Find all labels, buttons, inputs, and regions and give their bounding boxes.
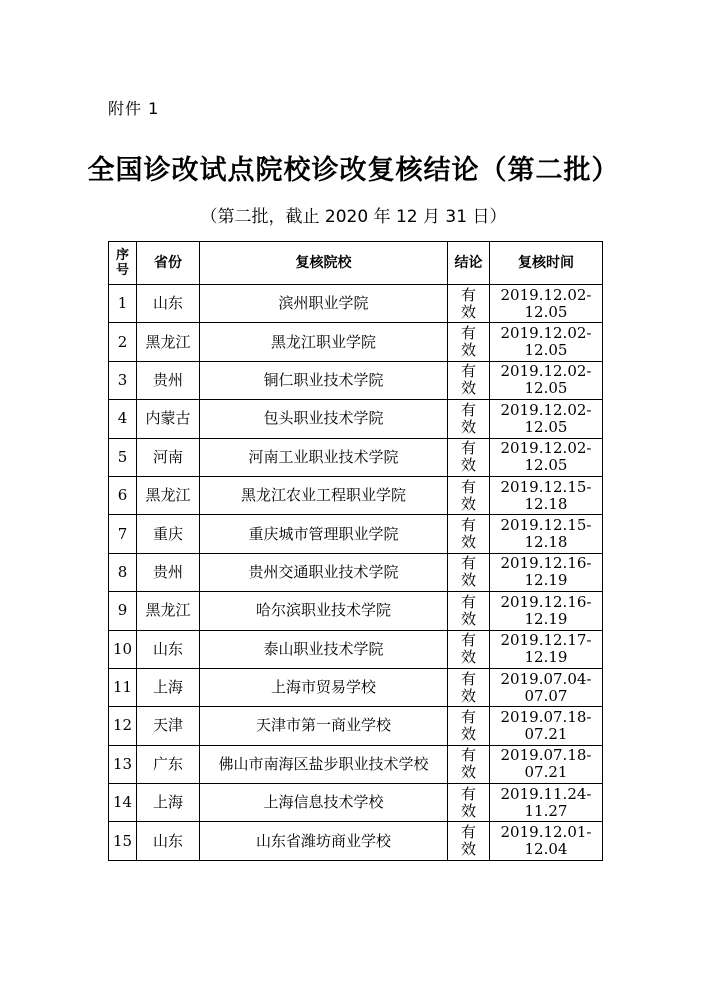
- column-header-seq-line2: 号: [115, 263, 129, 278]
- cell-time-end: 12.05: [524, 341, 568, 360]
- cell-time-end: 12.05: [524, 302, 568, 321]
- cell-conclusion-line2: 效: [460, 533, 476, 552]
- column-header-province: 省份: [137, 242, 200, 285]
- cell-conclusion: [448, 707, 490, 745]
- table-row: [109, 438, 603, 476]
- table-row: [109, 707, 603, 745]
- cell-school: 河南工业职业技术学院: [200, 438, 448, 476]
- cell-time-end: 12.19: [524, 571, 568, 590]
- table-body: [109, 285, 603, 861]
- cell-province: 上海: [137, 668, 200, 706]
- cell-seq: 13: [109, 745, 137, 783]
- cell-school: 重庆城市管理职业学院: [200, 515, 448, 553]
- cell-time-end: 12.05: [524, 456, 568, 475]
- cell-province: 重庆: [137, 515, 200, 553]
- cell-time-end: 07.07: [524, 686, 568, 705]
- cell-school: 哈尔滨职业技术学院: [200, 592, 448, 630]
- cell-review-time: [490, 476, 603, 514]
- cell-conclusion-line1: 有: [460, 784, 476, 803]
- cell-school: 佛山市南海区盐步职业技术学校: [200, 745, 448, 783]
- cell-review-time: [490, 400, 603, 438]
- cell-province: 贵州: [137, 361, 200, 399]
- cell-conclusion: [448, 361, 490, 399]
- cell-time-end: 07.21: [524, 763, 568, 782]
- cell-conclusion-line1: 有: [460, 477, 476, 496]
- column-header-seq-line1: 序: [115, 248, 129, 263]
- cell-conclusion: [448, 592, 490, 630]
- cell-conclusion-line1: 有: [460, 516, 476, 535]
- table-row: [109, 400, 603, 438]
- cell-time-end: 12.05: [524, 417, 568, 436]
- cell-conclusion: [448, 784, 490, 822]
- cell-conclusion: [448, 323, 490, 361]
- cell-time-start: 2019.12.02-: [500, 324, 592, 343]
- cell-province: 河南: [137, 438, 200, 476]
- cell-time-end: 12.04: [524, 840, 568, 859]
- table-row: [109, 592, 603, 630]
- cell-conclusion-line1: 有: [460, 669, 476, 688]
- cell-seq: 15: [109, 822, 137, 860]
- cell-review-time: [490, 438, 603, 476]
- cell-time-end: 12.18: [524, 494, 568, 513]
- table-header-row: [109, 242, 603, 285]
- cell-review-time: [490, 515, 603, 553]
- cell-conclusion: [448, 822, 490, 860]
- cell-seq: 8: [109, 553, 137, 591]
- cell-province: 上海: [137, 784, 200, 822]
- cell-seq: 6: [109, 476, 137, 514]
- cell-time-start: 2019.12.16-: [500, 554, 592, 573]
- cell-school: 贵州交通职业技术学院: [200, 553, 448, 591]
- cell-conclusion-line1: 有: [460, 324, 476, 343]
- table-row: [109, 285, 603, 323]
- cell-conclusion-line2: 效: [460, 686, 476, 705]
- cell-conclusion: [448, 515, 490, 553]
- cell-conclusion-line2: 效: [460, 724, 476, 743]
- cell-province: 天津: [137, 707, 200, 745]
- cell-conclusion-line1: 有: [460, 592, 476, 611]
- cell-seq: 1: [109, 285, 137, 323]
- cell-seq: 4: [109, 400, 137, 438]
- cell-province: 山东: [137, 630, 200, 668]
- cell-province: 内蒙古: [137, 400, 200, 438]
- cell-seq: 14: [109, 784, 137, 822]
- cell-school: 上海市贸易学校: [200, 668, 448, 706]
- cell-conclusion-line1: 有: [460, 823, 476, 842]
- cell-conclusion: [448, 285, 490, 323]
- column-header-school: 复核院校: [200, 242, 448, 285]
- cell-seq: 12: [109, 707, 137, 745]
- table-row: [109, 553, 603, 591]
- cell-time-start: 2019.12.16-: [500, 592, 592, 611]
- cell-seq: 10: [109, 630, 137, 668]
- cell-time-start: 2019.12.02-: [500, 400, 592, 419]
- cell-time-start: 2019.12.17-: [500, 631, 592, 650]
- cell-conclusion: [448, 668, 490, 706]
- document-title: 全国诊改试点院校诊改复核结论（第二批）: [87, 155, 620, 186]
- cell-conclusion-line1: 有: [460, 746, 476, 765]
- cell-conclusion-line2: 效: [460, 379, 476, 398]
- cell-conclusion-line2: 效: [460, 456, 476, 475]
- cell-province: 贵州: [137, 553, 200, 591]
- cell-conclusion-line2: 效: [460, 801, 476, 820]
- table-row: [109, 668, 603, 706]
- cell-school: 泰山职业技术学院: [200, 630, 448, 668]
- document-subtitle: （第二批，截止 2020 年 12 月 31 日）: [200, 207, 507, 227]
- cell-province: 黑龙江: [137, 592, 200, 630]
- cell-school: 滨州职业学院: [200, 285, 448, 323]
- cell-conclusion: [448, 438, 490, 476]
- cell-conclusion-line2: 效: [460, 494, 476, 513]
- cell-conclusion-line1: 有: [460, 439, 476, 458]
- cell-conclusion-line2: 效: [460, 302, 476, 321]
- cell-conclusion-line2: 效: [460, 341, 476, 360]
- review-results-table: [108, 241, 603, 861]
- column-header-time: 复核时间: [490, 242, 603, 285]
- cell-review-time: [490, 707, 603, 745]
- cell-time-start: 2019.12.02-: [500, 285, 592, 304]
- cell-time-end: 11.27: [524, 801, 568, 820]
- cell-conclusion-line1: 有: [460, 285, 476, 304]
- attachment-label: 附件 1: [108, 99, 160, 118]
- cell-review-time: [490, 323, 603, 361]
- cell-school: 黑龙江农业工程职业学院: [200, 476, 448, 514]
- cell-school: 铜仁职业技术学院: [200, 361, 448, 399]
- table-row: [109, 630, 603, 668]
- column-header-conclusion: 结论: [448, 242, 490, 285]
- cell-province: 黑龙江: [137, 476, 200, 514]
- cell-time-start: 2019.07.18-: [500, 707, 592, 726]
- cell-province: 山东: [137, 822, 200, 860]
- cell-review-time: [490, 592, 603, 630]
- cell-time-start: 2019.12.02-: [500, 362, 592, 381]
- cell-conclusion: [448, 630, 490, 668]
- cell-time-end: 07.21: [524, 724, 568, 743]
- cell-seq: 9: [109, 592, 137, 630]
- cell-review-time: [490, 745, 603, 783]
- table-row: [109, 515, 603, 553]
- cell-conclusion-line1: 有: [460, 400, 476, 419]
- cell-school: 上海信息技术学校: [200, 784, 448, 822]
- cell-conclusion-line2: 效: [460, 417, 476, 436]
- cell-time-start: 2019.12.02-: [500, 439, 592, 458]
- cell-seq: 7: [109, 515, 137, 553]
- cell-conclusion: [448, 553, 490, 591]
- cell-province: 广东: [137, 745, 200, 783]
- cell-time-end: 12.19: [524, 609, 568, 628]
- cell-review-time: [490, 784, 603, 822]
- cell-time-start: 2019.07.04-: [500, 669, 592, 688]
- cell-seq: 5: [109, 438, 137, 476]
- cell-time-start: 2019.12.01-: [500, 823, 592, 842]
- cell-time-start: 2019.12.15-: [500, 516, 592, 535]
- table-row: [109, 476, 603, 514]
- cell-conclusion-line2: 效: [460, 609, 476, 628]
- cell-conclusion-line2: 效: [460, 763, 476, 782]
- cell-school: 山东省潍坊商业学校: [200, 822, 448, 860]
- table-row: [109, 323, 603, 361]
- cell-review-time: [490, 668, 603, 706]
- cell-conclusion-line2: 效: [460, 571, 476, 590]
- cell-school: 包头职业技术学院: [200, 400, 448, 438]
- cell-review-time: [490, 553, 603, 591]
- cell-review-time: [490, 822, 603, 860]
- cell-time-end: 12.18: [524, 533, 568, 552]
- cell-time-end: 12.05: [524, 379, 568, 398]
- cell-conclusion-line2: 效: [460, 840, 476, 859]
- table-row: [109, 745, 603, 783]
- cell-review-time: [490, 361, 603, 399]
- table-row: [109, 784, 603, 822]
- column-header-seq: [109, 242, 137, 285]
- cell-conclusion: [448, 476, 490, 514]
- cell-time-start: 2019.12.15-: [500, 477, 592, 496]
- cell-seq: 3: [109, 361, 137, 399]
- cell-seq: 11: [109, 668, 137, 706]
- cell-conclusion-line1: 有: [460, 554, 476, 573]
- cell-time-start: 2019.07.18-: [500, 746, 592, 765]
- cell-conclusion-line1: 有: [460, 707, 476, 726]
- cell-time-end: 12.19: [524, 648, 568, 667]
- cell-school: 黑龙江职业学院: [200, 323, 448, 361]
- cell-conclusion-line1: 有: [460, 631, 476, 650]
- cell-conclusion-line2: 效: [460, 648, 476, 667]
- table-row: [109, 822, 603, 860]
- cell-conclusion-line1: 有: [460, 362, 476, 381]
- cell-school: 天津市第一商业学校: [200, 707, 448, 745]
- cell-conclusion: [448, 745, 490, 783]
- cell-province: 黑龙江: [137, 323, 200, 361]
- cell-conclusion: [448, 400, 490, 438]
- cell-review-time: [490, 630, 603, 668]
- cell-province: 山东: [137, 285, 200, 323]
- cell-time-start: 2019.11.24-: [500, 784, 592, 803]
- cell-seq: 2: [109, 323, 137, 361]
- table-row: [109, 361, 603, 399]
- cell-review-time: [490, 285, 603, 323]
